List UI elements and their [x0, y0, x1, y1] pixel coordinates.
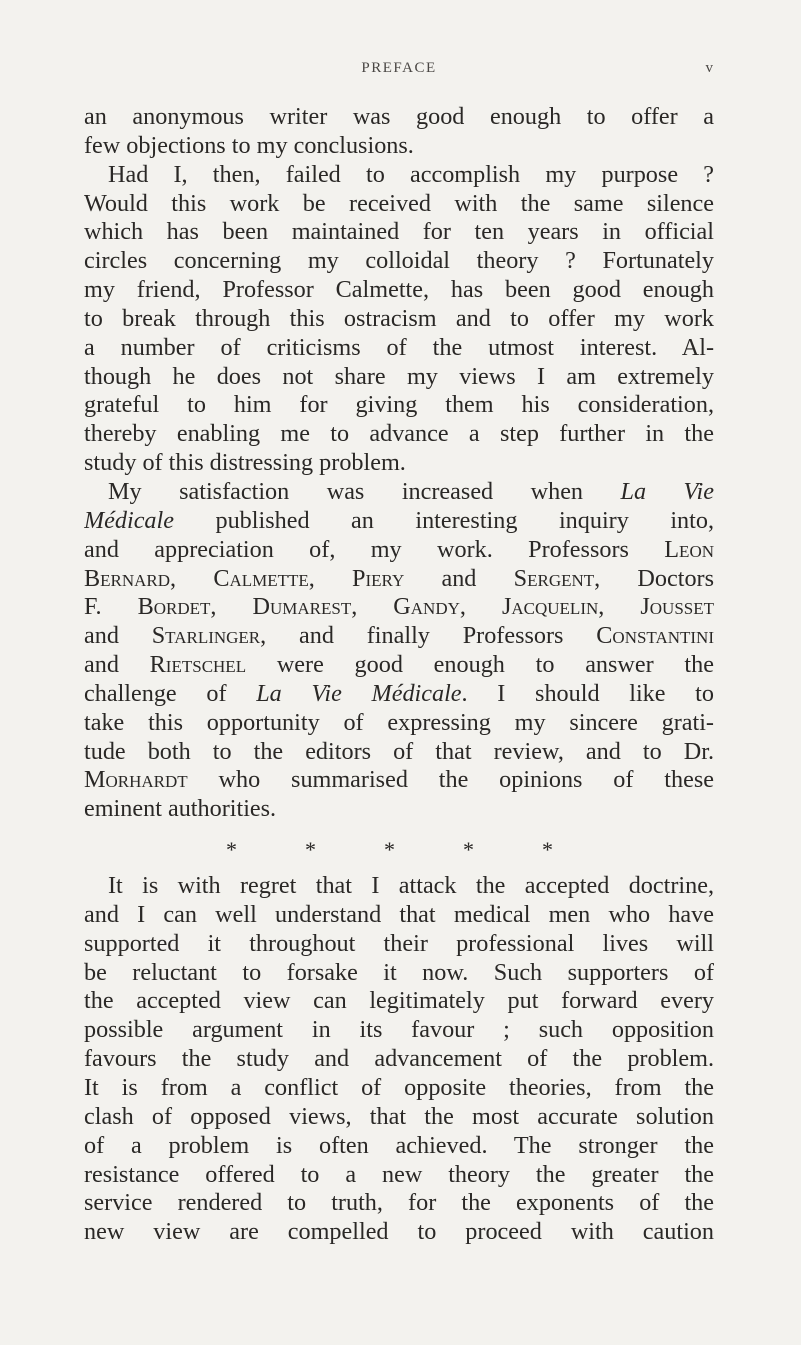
text-line: clash of opposed views, that the most accurate solution [84, 1102, 714, 1130]
running-head-title: PREFACE [361, 60, 437, 76]
text-line: though he does not share my views I am extremely [84, 362, 714, 390]
text-line: service rendered to truth, for the exponents of the [84, 1189, 714, 1217]
page-number: v [705, 60, 713, 76]
asterisk: * [463, 837, 474, 863]
text-line: few objections to my conclusions. [84, 131, 414, 159]
text-line: Morhardt who summarised the opinions of these [84, 766, 714, 794]
text-line: and Starlinger, and finally Professors Constantini [84, 622, 714, 650]
text-line: circles concerning my colloidal theory ? Fortunately [84, 247, 714, 275]
text-line: study of this distressing problem. [84, 449, 406, 477]
text-line: take this opportunity of expressing my sincere grati- [84, 708, 714, 736]
text-line: my friend, Professor Calmette, has been good enough [84, 276, 714, 304]
text-line: an anonymous writer was good enough to offer a [84, 103, 714, 130]
asterisk: * [384, 837, 395, 863]
text-line: the accepted view can legitimately put forward every [84, 987, 714, 1015]
text-line: resistance offered to a new theory the greater the [84, 1160, 714, 1188]
running-head [85, 60, 713, 80]
text-line: of a problem is often achieved. The stronger the [84, 1131, 714, 1159]
text-line: possible argument in its favour ; such opposition [84, 1016, 714, 1044]
text-line: Had I, then, failed to accomplish my purpose ? [108, 160, 714, 188]
text-line: It is with regret that I attack the accepted doctrine, [108, 872, 714, 900]
text-line: and appreciation of, my work. Professors Leon [84, 535, 714, 563]
text-line: and I can well understand that medical men who have [84, 900, 714, 928]
text-line: favours the study and advancement of the problem. [84, 1045, 714, 1073]
text-line: Bernard, Calmette, Piery and Sergent, Doctors [84, 564, 714, 592]
asterisk: * [542, 837, 553, 863]
text-line: challenge of La Vie Médicale. I should like to [84, 679, 714, 707]
text-line: be reluctant to forsake it now. Such supporters of [84, 958, 714, 986]
asterisk: * [226, 837, 237, 863]
body-text [84, 103, 714, 1247]
text-line: to break through this ostracism and to offer my work [84, 304, 714, 332]
text-line: It is from a conflict of opposite theories, from the [84, 1074, 714, 1101]
asterisk: * [305, 837, 316, 863]
text-line: thereby enabling me to advance a step further in the [84, 420, 714, 448]
text-line: new view are compelled to proceed with caution [84, 1218, 714, 1246]
text-line: F. Bordet, Dumarest, Gandy, Jacquelin, Jousset [84, 593, 714, 621]
text-line: a number of criticisms of the utmost interest. Al- [84, 333, 714, 361]
text-line: Médicale published an interesting inquiry into, [84, 506, 714, 534]
text-line: and Rietschel were good enough to answer the [84, 651, 714, 679]
text-line: tude both to the editors of that review, and to Dr. [84, 737, 714, 765]
text-line: supported it throughout their professional lives will [84, 929, 714, 957]
section-break-asterisks [84, 828, 714, 872]
text-line: eminent authorities. [84, 795, 277, 823]
text-line: My satisfaction was increased when La Vie [108, 477, 714, 505]
text-line: Would this work be received with the same silence [84, 189, 714, 217]
text-line: grateful to him for giving them his consideration, [84, 391, 714, 419]
text-line: which has been maintained for ten years in official [84, 218, 714, 246]
